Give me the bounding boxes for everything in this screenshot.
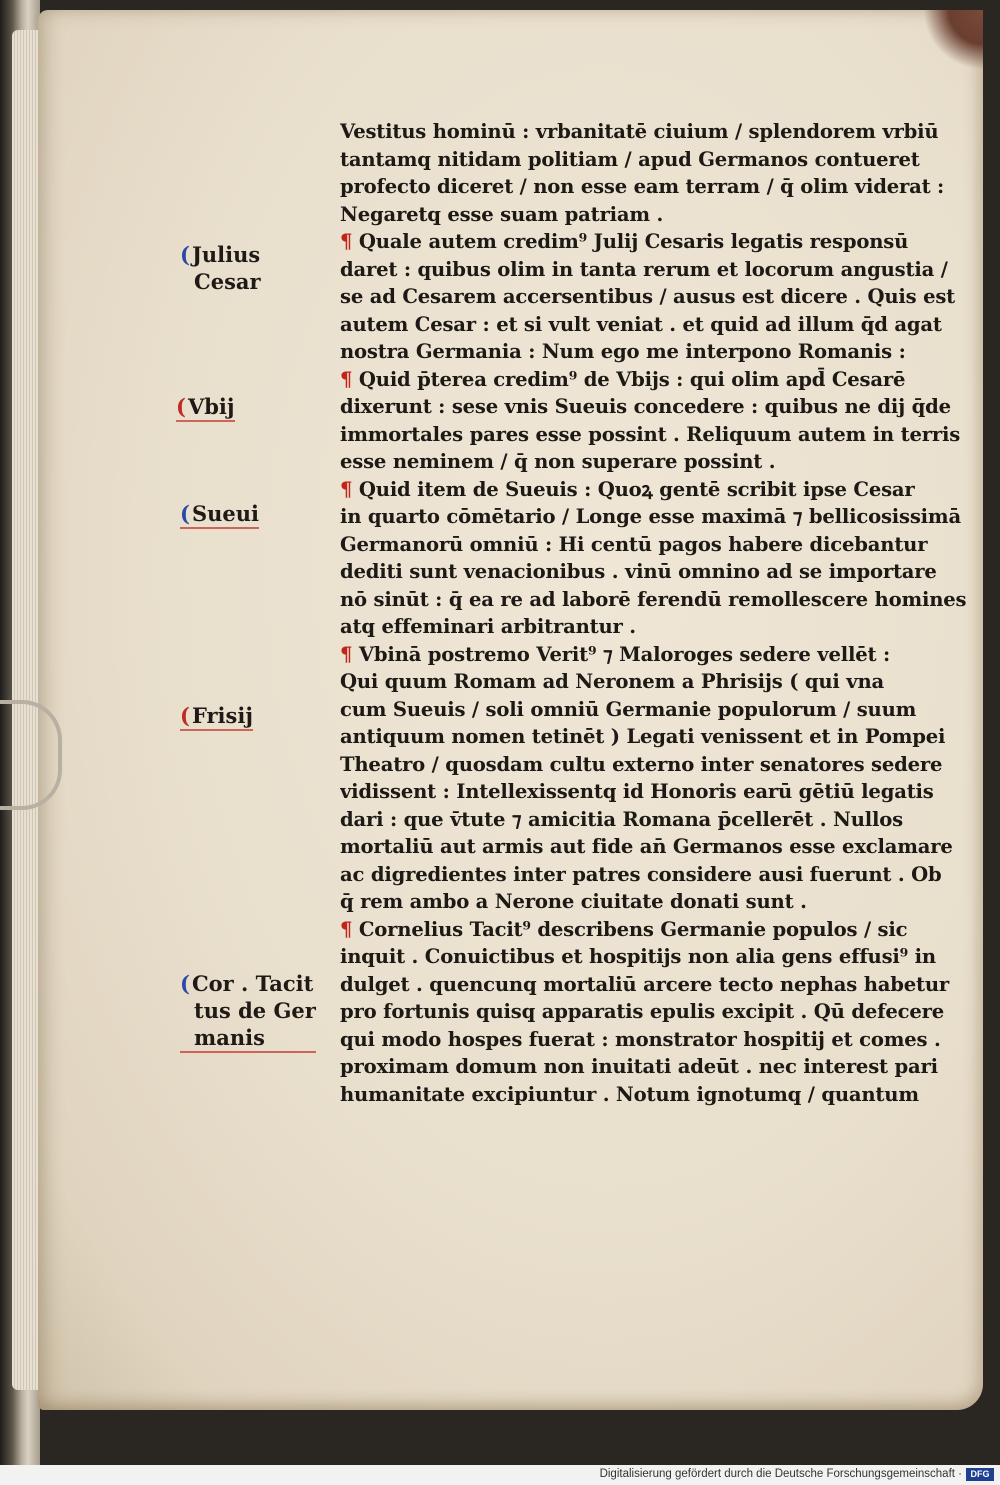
paragraph-mark-icon: ( <box>180 971 190 996</box>
text-line: dari : que v̄tute ⁊ amicitia Romana p̄cellerēt . Nullos <box>340 807 903 831</box>
margin-note-line: manis <box>194 1025 265 1050</box>
text-line: q̄ rem ambo a Nerone ciuitate donati sunt . <box>340 890 807 913</box>
text-line-content: Quid item de Sueuis : Quoꝝ gentē scribit ipse Cesar <box>352 477 915 501</box>
text-line: se ad Cesarem accersentibus / ausus est dicere . Quis est <box>340 285 956 308</box>
text-line: in quarto cōmētario / Longe esse maximā ⁊ bellicosissimā <box>340 505 961 528</box>
text-line: nō sinūt : q̄ ea re ad laborē ferendū remollescere homines <box>340 587 967 611</box>
text-line: Theatro / quosdam cultu externo inter senatores sedere <box>340 752 943 776</box>
text-line: esse neminem / q̄ non superare possint . <box>340 450 776 473</box>
text-line <box>340 916 985 944</box>
text-line <box>340 476 985 504</box>
margin-note-line: Vbij <box>187 394 235 419</box>
text-line: tantamq̧ nitidam politiam / apud Germanos contueret <box>340 147 920 171</box>
text-line: antiquum nomen tetinēt ) Legati venissent et in Pompei <box>340 725 946 748</box>
main-text-block <box>340 118 985 1108</box>
margin-note-line: tus de Ger <box>194 998 316 1023</box>
text-line: dixerunt : sese vnis Sueuis concedere : quibus ne dij q̄de <box>340 395 951 418</box>
text-line: Qui quum Romam ad Neronem a Phrisijs ( qui vna <box>340 670 885 693</box>
margin-note-line: Sueui <box>191 501 259 526</box>
margin-note-line: Cor . Tacit <box>191 971 314 996</box>
text-line: cum Sueuis / soli omniū Germanie populorum / suum <box>340 697 917 721</box>
margin-note-vbij <box>176 393 235 422</box>
text-line: daret : quibus olim in tanta rerum et locorum angustia / <box>340 257 948 281</box>
margin-note-julius-cesar <box>180 241 261 295</box>
pilcrow-icon: ¶ <box>340 642 353 666</box>
text-line <box>340 228 985 256</box>
pilcrow-icon: ¶ <box>340 477 353 501</box>
text-line: dediti sunt venacionibus . vinū omnino ad se importare <box>340 560 937 583</box>
paragraph-mark-icon: ( <box>180 501 190 526</box>
text-line-content: Quale autem credim⁹ Julij Cesaris legatis responsū <box>352 230 909 253</box>
margin-note-frisij <box>180 702 253 731</box>
dfg-logo: DFG <box>966 1468 994 1481</box>
text-line <box>340 366 985 394</box>
text-line: pro fortunis quisq̧ apparatis epulis excipit . Qū defecere <box>340 1000 944 1023</box>
text-line-content: Cornelius Tacit⁹ describens Germanie populos / sic <box>352 917 908 941</box>
margin-note-sueui <box>180 500 259 529</box>
text-line: nostra Germania : Num ego me interpono Romanis : <box>340 340 906 363</box>
text-line: atq̧ effeminari arbitrantur . <box>340 615 636 638</box>
paragraph-mark-icon: ( <box>180 242 190 267</box>
margin-note-line: Cesar <box>194 269 261 294</box>
text-line: proximam domum non inuitati adeūt . nec interest pari <box>340 1055 938 1078</box>
text-line-content: Vbinā postremo Verit⁹ ⁊ Maloroges sedere vellēt : <box>352 642 891 666</box>
text-line: vidissent : Intellexissentq̧ id Honoris earū gētiū legatis <box>340 780 934 803</box>
text-line-content: Quid p̄terea credim⁹ de Vbijs : qui olim apd̄ Cesarē <box>352 367 906 391</box>
text-line: Germanorū omniū : Hi centū pagos habere dicebantur <box>340 532 928 556</box>
text-line <box>340 641 985 669</box>
text-line: profecto diceret / non esse eam terram / q̄ olim viderat : <box>340 175 945 198</box>
text-line: immortales pares esse possint . Reliquum autem in terris <box>340 422 961 446</box>
footer-bar <box>0 1465 1000 1485</box>
pilcrow-icon: ¶ <box>340 367 353 391</box>
paragraph-mark-icon: ( <box>180 703 190 728</box>
text-line: autem Cesar : et si vult veniat . et quid ad illum q̄d agat <box>340 312 942 336</box>
pilcrow-icon: ¶ <box>340 917 353 941</box>
text-line: ac digredientes inter patres considere ausi fuerunt . Ob <box>340 862 942 886</box>
text-line: humanitate excipiuntur . Notum ignotumq̧ / quantum <box>340 1082 919 1106</box>
page-clip <box>0 700 62 810</box>
margin-note-line: Julius <box>191 242 261 267</box>
text-line: Vestitus hominū : vrbanitatē ciuium / splendorem vrbiū <box>340 120 939 143</box>
text-line: inquit . Conuictibus et hospitijs non alia gens effusi⁹ in <box>340 945 936 968</box>
margin-note-line: Frisij <box>191 703 253 728</box>
text-line: Negaretq̧ esse suam patriam . <box>340 202 664 226</box>
pilcrow-icon: ¶ <box>340 230 353 253</box>
margin-note-tacitus <box>180 970 316 1053</box>
text-line: dulget . quencunq̧ mortaliū arcere tecto nephas habetur <box>340 972 950 996</box>
page-corner-binding <box>923 10 983 70</box>
paragraph-mark-icon: ( <box>176 394 186 419</box>
text-line: mortaliū aut armis aut fide an̄ Germanos esse exclamare <box>340 835 953 858</box>
text-line: qui modo hospes fuerat : monstrator hospitij et comes . <box>340 1027 941 1051</box>
footer-credit: Digitalisierung gefördert durch die Deutsche Forschungsgemeinschaft · <box>599 1468 962 1480</box>
